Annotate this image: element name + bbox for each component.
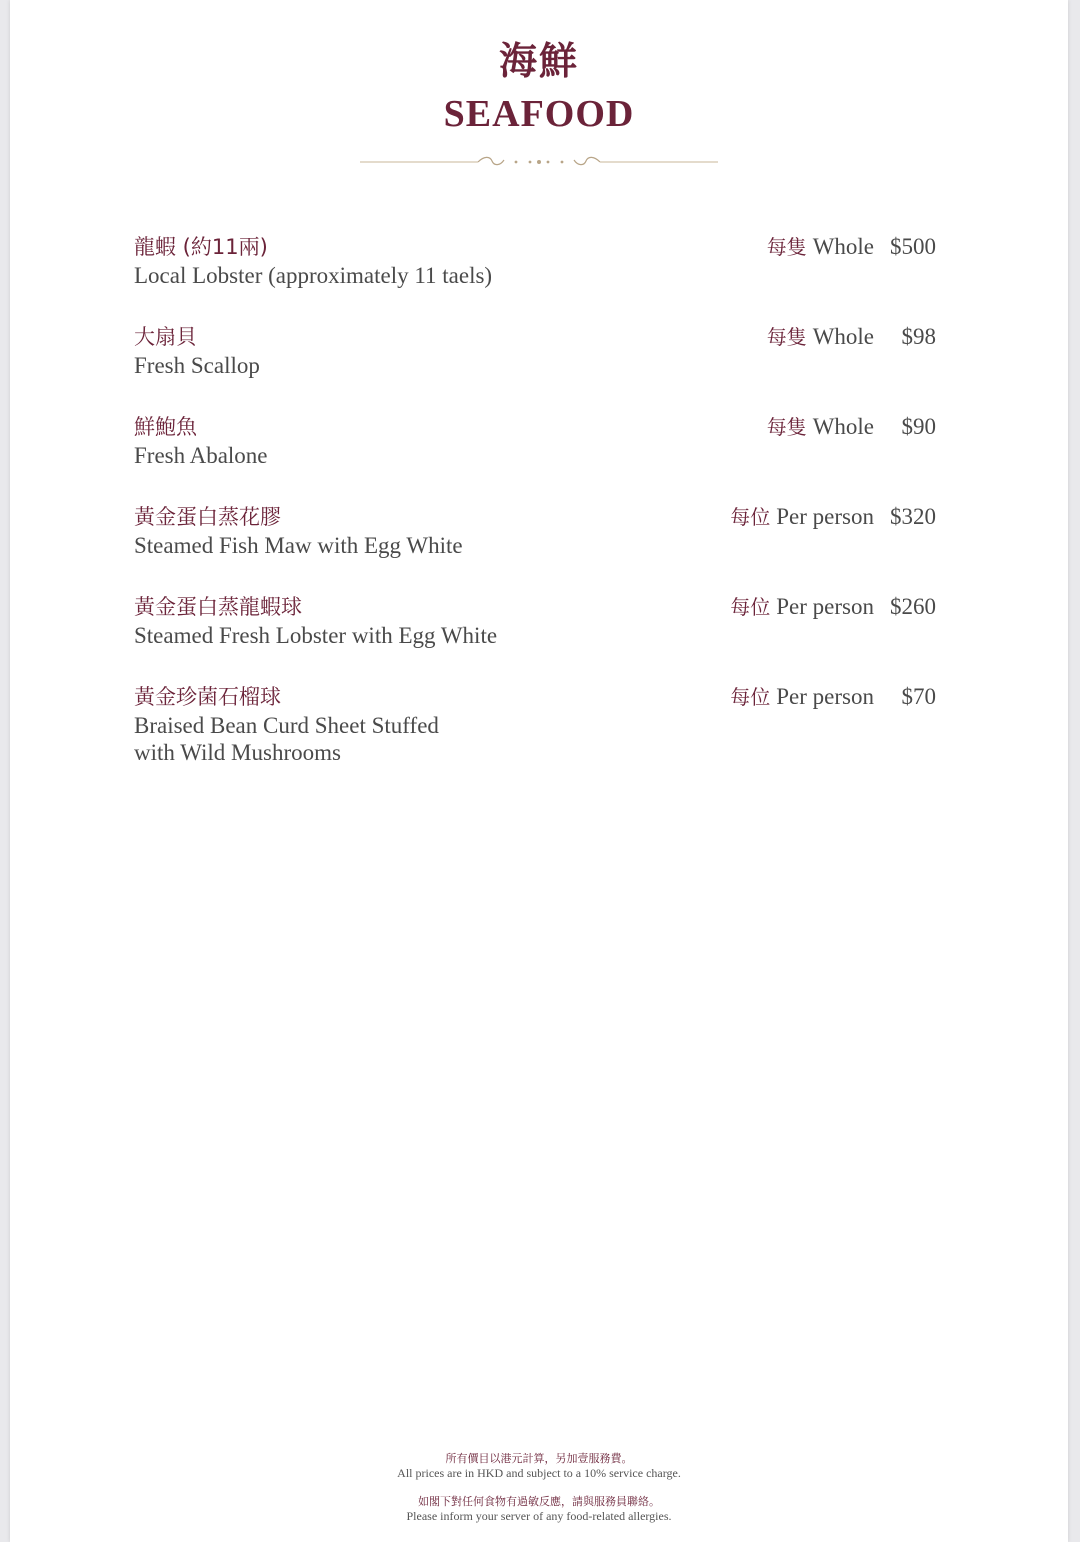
item-name-english: Braised Bean Curd Sheet Stuffed [134,713,439,738]
price-amount: $98 [901,324,936,349]
price-amount: $90 [901,414,936,439]
price-amount: $500 [890,234,936,259]
menu-page [10,0,1068,1542]
item-name-chinese: 黃金珍菌石榴球 [134,685,281,709]
item-price [767,232,936,262]
price-amount: $320 [890,504,936,529]
item-price [730,592,936,622]
menu-item-lobster [134,232,936,322]
item-name-chinese: 黃金蛋白蒸花膠 [134,505,281,529]
allergy-note-chinese: 如閣下對任何食物有過敏反應，請與服務員聯絡。 [418,1495,660,1508]
item-price [767,412,936,442]
item-name-english: Steamed Fresh Lobster with Egg White [134,623,498,648]
price-note-english: All prices are in HKD and subject to a 10% service charge. [397,1466,681,1480]
item-name-chinese: 鮮鮑魚 [134,415,197,439]
item-name-english: Fresh Scallop [134,353,260,378]
menu-item-lobster-egg-white [134,592,936,682]
item-name-english-line-2: with Wild Mushrooms [134,740,341,765]
menu-item-bean-curd-sheet [134,682,936,802]
price-unit-chinese: 每位 [730,595,771,619]
price-unit-chinese: 每隻 [766,415,807,439]
allergy-note-english: Please inform your server of any food-related allergies. [406,1509,672,1523]
item-price [730,682,936,712]
price-amount: $260 [890,594,936,619]
item-name-english: Steamed Fish Maw with Egg White [134,533,463,558]
price-unit-english: Per person [776,684,874,709]
price-unit-english: Whole [812,414,874,439]
price-amount: $70 [901,684,936,709]
page-title-chinese: 海鮮 [498,38,579,83]
item-name-chinese: 大扇貝 [134,325,197,349]
price-unit-english: Per person [776,504,874,529]
price-unit-chinese: 每位 [730,685,771,709]
footer-notes [10,1452,1068,1524]
price-unit-english: Whole [812,324,874,349]
price-unit-chinese: 每隻 [766,325,807,349]
price-unit-chinese: 每位 [730,505,771,529]
item-name-chinese: 龍蝦 (約11兩) [134,235,268,259]
item-name-english: Local Lobster (approximately 11 taels) [134,263,493,288]
price-unit-english: Per person [776,594,874,619]
item-price [730,502,936,532]
price-unit-english: Whole [812,234,874,259]
item-name-chinese: 黃金蛋白蒸龍蝦球 [134,595,302,619]
item-price [767,322,936,352]
item-name-english: Fresh Abalone [134,443,268,468]
price-note-chinese: 所有價目以港元計算，另加壹服務費。 [445,1452,633,1465]
menu-item-scallop [134,322,936,412]
ornamental-divider [360,150,718,174]
menu-item-fish-maw [134,502,936,592]
price-unit-chinese: 每隻 [766,235,807,259]
page-title: SEAFOOD [443,93,635,135]
seafood-menu-list [134,232,936,802]
menu-item-abalone [134,412,936,502]
